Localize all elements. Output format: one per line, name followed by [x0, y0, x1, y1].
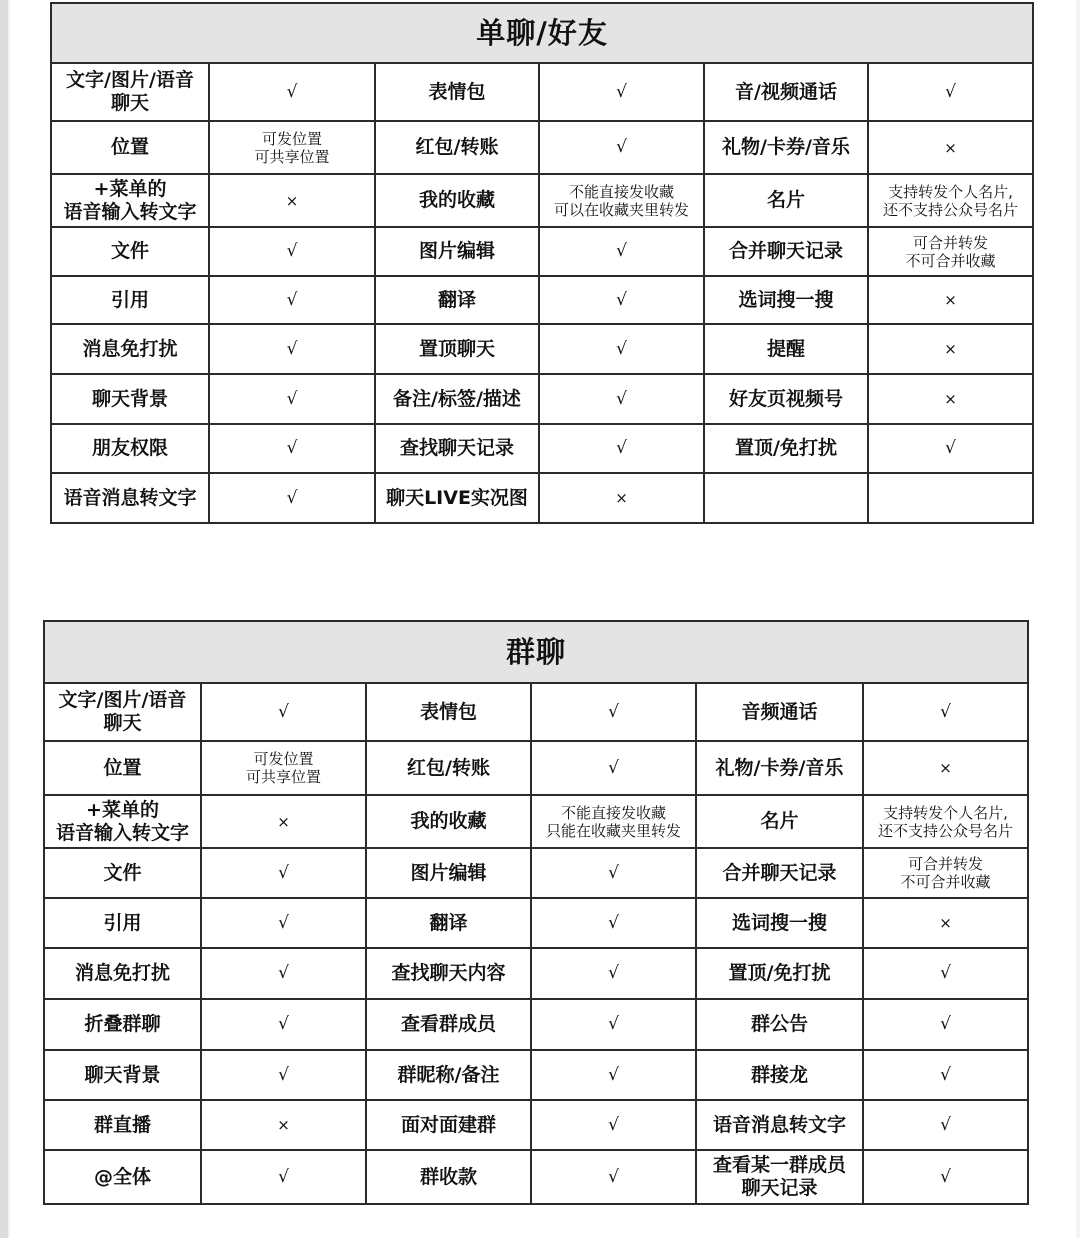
table-title-row	[44, 621, 1028, 683]
table-row	[44, 683, 1028, 741]
feature-name-cell	[366, 795, 531, 848]
support-status-cell	[539, 174, 704, 227]
support-status: 可发位置	[261, 129, 322, 148]
feature-name-cell	[44, 795, 201, 848]
table-row	[51, 63, 1033, 121]
support-status-cell	[539, 121, 704, 174]
feature-name: 置顶/免打扰	[735, 437, 837, 460]
feature-name: 消息免打扰	[82, 337, 178, 360]
support-status: √	[608, 862, 619, 883]
support-status: √	[616, 388, 627, 409]
support-status: √	[616, 81, 627, 102]
support-status: √	[286, 81, 298, 102]
feature-name-cell	[44, 1100, 201, 1150]
feature-name: 群直播	[93, 1113, 151, 1136]
support-status-cell	[868, 227, 1033, 276]
feature-name-cell	[366, 999, 531, 1050]
support-status: 不能直接发收藏	[560, 803, 666, 822]
support-status-cell	[209, 63, 375, 121]
table-title: 群聊	[44, 621, 1028, 683]
feature-name: 置顶/免打扰	[728, 962, 831, 985]
feature-name: 聊天	[110, 92, 149, 114]
feature-name: 选词搜一搜	[738, 288, 834, 311]
support-status-cell	[201, 683, 366, 741]
table-row	[51, 473, 1033, 523]
support-status-cell	[209, 174, 375, 227]
support-status: 可以在收藏夹里转发	[553, 200, 689, 219]
support-status-cell	[209, 473, 375, 523]
support-status-cell	[863, 948, 1028, 999]
feature-name: +菜单的	[93, 177, 167, 200]
support-status: √	[286, 388, 298, 409]
support-status-cell	[201, 1150, 366, 1204]
feature-name-cell	[704, 63, 868, 121]
feature-name-cell	[366, 948, 531, 999]
feature-name-cell	[696, 999, 863, 1050]
table-row	[44, 741, 1028, 795]
feature-name: 名片	[766, 189, 805, 212]
support-status-cell	[868, 121, 1033, 174]
support-status: √	[278, 862, 289, 883]
support-status-cell	[201, 948, 366, 999]
support-status-cell	[209, 227, 375, 276]
support-status: ×	[944, 291, 957, 310]
table-group-chat	[43, 620, 1029, 1205]
support-status: ×	[944, 138, 957, 157]
support-status: 不能直接发收藏	[568, 182, 674, 201]
support-status-cell	[531, 683, 696, 741]
feature-name: 语音消息转文字	[712, 1113, 846, 1136]
support-status: √	[608, 1064, 619, 1085]
support-status-cell	[863, 1150, 1028, 1204]
support-status: √	[278, 701, 289, 722]
feature-name: 合并聊天记录	[728, 240, 843, 263]
support-status: 还不支持公众号名片	[878, 821, 1014, 840]
feature-name: 聊天背景	[91, 387, 168, 410]
feature-name-cell	[366, 741, 531, 795]
feature-name-cell	[44, 741, 201, 795]
feature-name: 翻译	[429, 911, 468, 934]
support-status-cell	[868, 324, 1033, 374]
support-status-cell	[539, 324, 704, 374]
feature-name-cell	[44, 1150, 201, 1204]
support-status: 支持转发个人名片,	[888, 182, 1013, 201]
feature-name-cell	[696, 683, 863, 741]
feature-name: 文件	[110, 240, 149, 263]
feature-name-cell	[704, 276, 868, 324]
support-status: √	[278, 1014, 289, 1035]
support-status: 可发位置	[253, 750, 314, 768]
support-status: √	[616, 438, 627, 459]
feature-name: 表情包	[419, 700, 477, 723]
feature-name: 红包/转账	[407, 756, 490, 779]
feature-name: 群昵称/备注	[397, 1063, 500, 1086]
support-status: √	[608, 912, 619, 933]
support-status-cell	[539, 424, 704, 473]
support-status: √	[940, 1114, 951, 1135]
support-status-cell	[863, 683, 1028, 741]
support-status-cell	[539, 276, 704, 324]
support-status-cell	[209, 121, 375, 174]
table-row	[44, 1050, 1028, 1100]
support-status: √	[616, 137, 627, 158]
support-status-cell	[209, 324, 375, 374]
support-status-cell	[868, 174, 1033, 227]
support-status-cell	[539, 63, 704, 121]
support-status: ×	[277, 1116, 290, 1135]
feature-name: 面对面建群	[400, 1113, 496, 1136]
feature-name-cell	[375, 63, 539, 121]
support-status: √	[278, 1166, 289, 1187]
feature-name-cell	[375, 174, 539, 227]
feature-name: 位置	[110, 136, 149, 159]
feature-name-cell	[366, 1050, 531, 1100]
feature-name-cell	[51, 174, 209, 227]
support-status: ×	[277, 812, 290, 831]
feature-name: 文件	[103, 861, 142, 884]
feature-name-cell	[366, 898, 531, 948]
feature-name-cell	[375, 324, 539, 374]
feature-name: 红包/转账	[415, 136, 499, 159]
feature-name-cell	[375, 121, 539, 174]
support-status: ×	[939, 914, 952, 933]
feature-name: 折叠群聊	[84, 1013, 161, 1036]
feature-name: 朋友权限	[91, 437, 168, 460]
feature-name-cell	[696, 741, 863, 795]
support-status: 不可合并收藏	[900, 873, 991, 891]
support-status: √	[940, 1014, 951, 1035]
support-status-cell	[201, 795, 366, 848]
feature-name: 好友页视频号	[728, 387, 843, 410]
support-status: 只能在收藏夹里转发	[545, 821, 681, 840]
support-status-cell	[531, 1050, 696, 1100]
feature-name-cell	[704, 227, 868, 276]
table-row	[51, 374, 1033, 424]
support-status-cell	[863, 795, 1028, 848]
feature-name-cell	[44, 999, 201, 1050]
support-status-cell	[863, 741, 1028, 795]
feature-name-cell	[704, 324, 868, 374]
table-row	[51, 424, 1033, 473]
feature-name: 合并聊天记录	[722, 861, 837, 884]
feature-name: 聊天LIVE实况图	[386, 486, 528, 509]
feature-name-cell	[375, 227, 539, 276]
support-status: ×	[944, 340, 957, 359]
feature-name-cell	[704, 374, 868, 424]
support-status: ×	[944, 390, 957, 409]
support-status-cell	[201, 999, 366, 1050]
support-status-cell	[868, 424, 1033, 473]
feature-name: 文字/图片/语音	[58, 689, 187, 712]
support-status-cell	[863, 1050, 1028, 1100]
support-status: √	[608, 757, 619, 778]
feature-name: 聊天	[103, 712, 142, 734]
feature-name-cell	[375, 276, 539, 324]
support-status-cell	[863, 999, 1028, 1050]
support-status-cell	[209, 374, 375, 424]
feature-name: 礼物/卡券/音乐	[722, 136, 850, 159]
support-status-cell	[201, 898, 366, 948]
support-status: √	[608, 963, 619, 984]
feature-name: 查找聊天记录	[399, 437, 514, 460]
feature-name-cell	[696, 1100, 863, 1150]
feature-name: 表情包	[428, 80, 486, 103]
feature-name-cell	[696, 795, 863, 848]
feature-name: 消息免打扰	[74, 962, 170, 985]
feature-name-cell	[696, 898, 863, 948]
table-row	[51, 324, 1033, 374]
feature-name: 查看某一群成员	[712, 1154, 846, 1177]
table-row	[44, 848, 1028, 898]
support-status-cell	[539, 473, 704, 523]
support-status: √	[608, 701, 619, 722]
support-status-cell	[531, 795, 696, 848]
table-row	[51, 121, 1033, 174]
table-title-row	[51, 3, 1033, 63]
feature-name-cell	[44, 683, 201, 741]
support-status: √	[608, 1166, 619, 1187]
feature-name: 图片编辑	[410, 861, 487, 884]
feature-name-cell	[51, 227, 209, 276]
feature-name: 音频通话	[741, 700, 818, 723]
feature-name: 名片	[760, 810, 799, 833]
feature-name-cell	[375, 424, 539, 473]
support-status-cell	[201, 848, 366, 898]
feature-name-cell	[704, 121, 868, 174]
feature-name-cell	[44, 948, 201, 999]
feature-name: 选词搜一搜	[731, 911, 827, 934]
support-status: √	[286, 438, 298, 459]
feature-name-cell	[375, 473, 539, 523]
support-status: 可合并转发	[913, 233, 989, 252]
support-status-cell	[209, 424, 375, 473]
support-status-cell	[531, 948, 696, 999]
feature-name: 群收款	[419, 1165, 477, 1188]
table-row	[51, 174, 1033, 227]
support-status: √	[286, 338, 298, 359]
feature-name-cell	[51, 63, 209, 121]
feature-name: 群公告	[750, 1013, 808, 1036]
support-status-cell	[863, 1100, 1028, 1150]
feature-name-cell	[696, 1150, 863, 1204]
feature-name-cell	[366, 683, 531, 741]
feature-name: 引用	[110, 288, 149, 311]
table-row	[44, 999, 1028, 1050]
feature-name: +菜单的	[86, 798, 159, 821]
feature-name: 我的收藏	[410, 810, 487, 833]
feature-name: 查找聊天内容	[391, 962, 506, 985]
support-status-cell	[868, 276, 1033, 324]
support-status-cell	[201, 1100, 366, 1150]
support-status-cell	[531, 848, 696, 898]
feature-name: 提醒	[766, 337, 805, 360]
feature-name-cell	[375, 374, 539, 424]
support-status: 不可合并收藏	[905, 251, 996, 270]
table-title: 单聊/好友	[51, 3, 1033, 63]
feature-name-cell	[704, 424, 868, 473]
feature-name: 我的收藏	[418, 189, 495, 212]
support-status-cell	[539, 227, 704, 276]
support-status: 可共享位置	[245, 768, 321, 786]
support-status-cell	[531, 999, 696, 1050]
feature-name: 文字/图片/语音	[66, 69, 194, 92]
feature-name: 语音消息转文字	[63, 486, 197, 509]
feature-name: 引用	[103, 911, 142, 934]
feature-name-cell	[366, 1150, 531, 1204]
feature-name: 语音输入转文字	[63, 200, 197, 223]
feature-name-cell	[696, 1050, 863, 1100]
feature-name-cell	[51, 473, 209, 523]
table-row	[44, 898, 1028, 948]
table-row	[44, 1100, 1028, 1150]
left-margin-strip	[0, 0, 8, 1238]
support-status-cell	[863, 898, 1028, 948]
feature-name: 群接龙	[750, 1063, 808, 1086]
feature-name: 聊天记录	[741, 1177, 818, 1199]
feature-name-cell	[51, 324, 209, 374]
support-status-cell	[201, 1050, 366, 1100]
feature-name-cell	[51, 121, 209, 174]
support-status: √	[278, 1064, 289, 1085]
support-status-cell	[868, 63, 1033, 121]
support-status: √	[278, 912, 289, 933]
feature-name-cell	[51, 276, 209, 324]
feature-name-cell	[696, 948, 863, 999]
feature-name-cell	[366, 848, 531, 898]
support-status: √	[616, 338, 627, 359]
feature-name: 翻译	[437, 288, 476, 311]
feature-name-cell	[696, 848, 863, 898]
feature-name: 备注/标签/描述	[393, 387, 521, 410]
feature-name: @全体	[93, 1165, 151, 1188]
feature-name: 礼物/卡券/音乐	[715, 756, 844, 779]
table-single-chat	[50, 2, 1034, 524]
table-row	[51, 276, 1033, 324]
feature-name-cell	[51, 374, 209, 424]
feature-name-cell	[44, 848, 201, 898]
support-status: 可共享位置	[254, 147, 330, 166]
support-status: √	[278, 963, 289, 984]
support-status: 支持转发个人名片,	[883, 803, 1008, 822]
support-status-cell	[539, 374, 704, 424]
support-status: √	[616, 289, 627, 310]
feature-name-cell	[366, 1100, 531, 1150]
table-row	[44, 948, 1028, 999]
feature-name-cell	[44, 898, 201, 948]
support-status-cell	[531, 1150, 696, 1204]
support-status-cell	[201, 741, 366, 795]
support-status: √	[945, 81, 956, 102]
table-row	[44, 795, 1028, 848]
support-status: √	[608, 1114, 619, 1135]
support-status: √	[286, 487, 298, 508]
support-status-cell	[868, 374, 1033, 424]
support-status-cell	[531, 741, 696, 795]
support-status-cell	[531, 898, 696, 948]
support-status: √	[286, 289, 298, 310]
support-status: √	[940, 1064, 951, 1085]
support-status-cell	[531, 1100, 696, 1150]
support-status: √	[608, 1014, 619, 1035]
feature-name-cell	[704, 473, 868, 523]
feature-name: 语音输入转文字	[55, 821, 189, 844]
support-status: √	[940, 1166, 951, 1187]
feature-name-cell	[51, 424, 209, 473]
feature-name-cell	[704, 174, 868, 227]
support-status: √	[286, 241, 298, 262]
support-status-cell	[209, 276, 375, 324]
support-status: ×	[615, 489, 628, 508]
support-status: 还不支持公众号名片	[883, 200, 1019, 219]
support-status: ×	[285, 191, 299, 210]
support-status: √	[945, 438, 956, 459]
table-row	[51, 227, 1033, 276]
support-status-cell	[868, 473, 1033, 523]
support-status: √	[616, 241, 627, 262]
feature-name: 查看群成员	[400, 1013, 496, 1036]
feature-name: 聊天背景	[84, 1063, 161, 1086]
feature-name: 置顶聊天	[418, 337, 495, 360]
support-status: ×	[939, 759, 952, 778]
feature-name: 图片编辑	[418, 240, 495, 263]
feature-name: 位置	[103, 756, 142, 779]
support-status: √	[940, 701, 951, 722]
support-status-cell	[863, 848, 1028, 898]
table-row	[44, 1150, 1028, 1204]
feature-name-cell	[44, 1050, 201, 1100]
support-status: 可合并转发	[908, 855, 984, 873]
feature-name: 音/视频通话	[735, 80, 837, 103]
support-status: √	[940, 963, 951, 984]
